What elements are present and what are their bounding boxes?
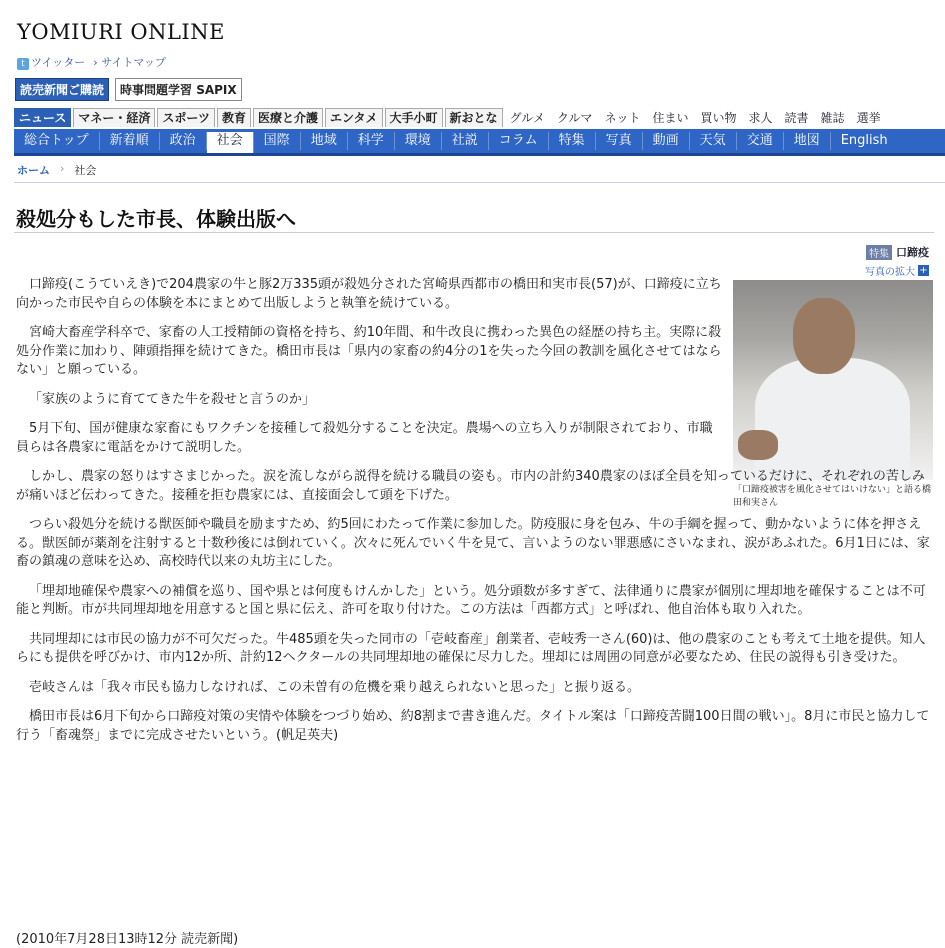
category-car[interactable]: クルマ bbox=[556, 111, 593, 125]
nav-special[interactable]: 特集 bbox=[549, 132, 596, 150]
chevron-right-icon: › bbox=[60, 162, 65, 175]
nav-traffic[interactable]: 交通 bbox=[737, 132, 784, 150]
special-label: 特集 bbox=[866, 245, 892, 260]
category-magazine[interactable]: 雑誌 bbox=[820, 111, 845, 125]
category-net[interactable]: ネット bbox=[604, 111, 641, 125]
nav-video[interactable]: 動画 bbox=[643, 132, 690, 150]
category-entame[interactable]: エンタメ bbox=[325, 108, 383, 127]
article-title: 殺処分もした市長、体験出版へ bbox=[16, 207, 296, 231]
photo-enlarge-label: 写真の拡大 bbox=[865, 267, 915, 278]
photo-figure-hand bbox=[738, 430, 778, 460]
divider bbox=[14, 232, 934, 233]
category-medical[interactable]: 医療と介護 bbox=[253, 108, 323, 127]
photo-figure-body bbox=[755, 358, 910, 480]
plus-icon: + bbox=[919, 265, 928, 276]
nav-weather[interactable]: 天気 bbox=[690, 132, 737, 150]
category-election[interactable]: 選挙 bbox=[856, 111, 881, 125]
article-paragraph: 口蹄疫(こうていえき)で204農家の牛と豚2万335頭が殺処分された宮崎県西都市の橋田和実市長(57)が、口蹄疫に立ち向かった市民や自らの体験を本にまとめて出版しようと執筆を続けている。 bbox=[16, 277, 722, 311]
breadcrumb-current: 社会 bbox=[74, 164, 97, 177]
twitter-icon: t bbox=[17, 58, 29, 70]
category-jobs[interactable]: 求人 bbox=[748, 111, 773, 125]
nav-environment[interactable]: 環境 bbox=[395, 132, 442, 150]
photo-caption: 「口蹄疫被害を風化させてはいけない」と語る橋田和実さん bbox=[733, 485, 932, 508]
breadcrumb bbox=[17, 162, 96, 178]
category-money[interactable]: マネー・経済 bbox=[73, 108, 155, 127]
breadcrumb-home[interactable]: ホーム bbox=[17, 164, 50, 177]
sapix-button[interactable]: 時事問題学習 SAPIX bbox=[115, 78, 242, 101]
article-photo[interactable] bbox=[733, 280, 933, 480]
nav-world[interactable]: 国際 bbox=[254, 132, 301, 150]
article-paragraph: 「家族のように育ててきた牛を殺せと言うのか」 bbox=[29, 391, 316, 407]
category-housing[interactable]: 住まい bbox=[652, 111, 689, 125]
nav-photo[interactable]: 写真 bbox=[596, 132, 643, 150]
article-paragraph: つらい殺処分を続ける獣医師や職員を励ますため、約5回にわたって作業に参加した。防疫服に身を包み、牛の手綱を握って、動かないように体を押さえる。獣医師が薬剤を注射すると十数秒後には倒れていく。次々に死んでいく牛を見て、言いようのない罪悪感にさいなまれ、涙があふれた。6月1日には、家畜の鎮魂の意味を込め、高校時代以来の丸坊主にした。 bbox=[16, 517, 930, 569]
section-nav bbox=[14, 129, 945, 156]
category-books[interactable]: 読書 bbox=[784, 111, 809, 125]
nav-column[interactable]: コラム bbox=[489, 132, 549, 150]
category-gourmet[interactable]: グルメ bbox=[509, 111, 545, 125]
top-links bbox=[17, 54, 166, 70]
article-paragraph: 5月下旬、国が健康な家畜にもワクチンを接種して殺処分することを決定。農場への立ち入りが制限されており、市職員らは各農家に電話をかけて説明した。 bbox=[16, 421, 713, 455]
sitemap-label: サイトマップ bbox=[101, 56, 166, 69]
category-shin-otona[interactable]: 新おとな bbox=[445, 108, 503, 127]
category-bar bbox=[14, 107, 945, 127]
category-news[interactable]: ニュース bbox=[14, 108, 71, 127]
nav-region[interactable]: 地域 bbox=[301, 132, 348, 150]
nav-latest[interactable]: 新着順 bbox=[100, 132, 160, 150]
category-otekomachi[interactable]: 大手小町 bbox=[385, 108, 443, 127]
photo-enlarge-link[interactable] bbox=[865, 263, 929, 278]
article-paragraph: 共同埋却には市民の協力が不可欠だった。牛485頭を失った同市の「壱岐畜産」創業者、壱岐秀一さん(60)は、他の農家のことも考えて土地を提供。知人らにも提供を呼びかけ、市内12か所、計約12ヘクタールの共同埋却地の確保に尽力した。埋却には周囲の同意が必要なため、住民の説得も引き受けた。 bbox=[16, 631, 926, 665]
twitter-label: ツイッター bbox=[31, 56, 86, 69]
subscribe-row bbox=[15, 78, 242, 101]
article-paragraph: 「埋却地確保や農家への補償を巡り、国や県とは何度もけんかした」という。処分頭数が多すぎて、法律通りに農家が個別に埋却地を確保することは不可能と判断。市が共同埋却地を用意すると国と県に伝え、許可を取り付けた。この方法は「西都方式」と呼ばれ、他自治体も取り入れた。 bbox=[16, 583, 926, 617]
article-paragraph: 宮崎大畜産学科卒で、家畜の人工授精師の資格を持ち、約10年間、和牛改良に携わった異色の経歴の持ち主。実際に殺処分作業に加わり、陣頭指揮を続けてきた。橋田市長は「県内の家畜の約4分の1を失った今回の教訓を風化させてはならない」と願っている。 bbox=[16, 325, 722, 377]
sitemap-link[interactable]: › サイトマップ bbox=[93, 56, 166, 69]
category-shopping[interactable]: 買い物 bbox=[700, 111, 737, 125]
nav-english[interactable]: English bbox=[840, 133, 888, 148]
dateline: (2010年7月28日13時12分 読売新聞) bbox=[16, 932, 239, 947]
article-paragraph: 壱岐さんは「我々市民も協力しなければ、この未曽有の危機を乗り越えられないと思った」と振り返る。 bbox=[29, 679, 641, 695]
special-link[interactable]: 口蹄疫 bbox=[896, 246, 929, 259]
nav-map[interactable]: 地図 bbox=[784, 132, 831, 150]
article-paragraph: しかし、農家の怒りはすさまじかった。涙を流しながら説得を続ける職員の姿も。市内の計約340農家のほぼ全員を知っているだけに、それぞれの苦しみが痛いほど伝わってきた。接種を拒む農家には、直接面会して頭を下げた。 bbox=[16, 469, 925, 503]
nav-politics[interactable]: 政治 bbox=[160, 132, 207, 150]
site-logo[interactable]: YOMIURI ONLINE bbox=[17, 20, 225, 44]
nav-top[interactable]: 総合トップ bbox=[14, 132, 100, 150]
nav-society[interactable]: 社会 bbox=[207, 132, 254, 153]
twitter-link[interactable] bbox=[17, 54, 85, 70]
category-sports[interactable]: スポーツ bbox=[157, 108, 215, 127]
nav-editorial[interactable]: 社説 bbox=[442, 132, 489, 150]
special-tag bbox=[866, 244, 929, 260]
subscribe-button[interactable]: 読売新聞ご購読 bbox=[15, 78, 109, 101]
divider bbox=[14, 182, 945, 183]
nav-science[interactable]: 科学 bbox=[348, 132, 395, 150]
photo-figure-head bbox=[793, 298, 855, 374]
article-paragraph: 橋田市長は6月下旬から口蹄疫対策の実情や体験をつづり始め、約8割まで書き進んだ。タイトル案は「口蹄疫苦闘100日間の戦い」。8月に市民と協力して行う「畜魂祭」までに完成させたいという。(帆足英夫) bbox=[16, 709, 930, 743]
category-education[interactable]: 教育 bbox=[217, 108, 251, 127]
